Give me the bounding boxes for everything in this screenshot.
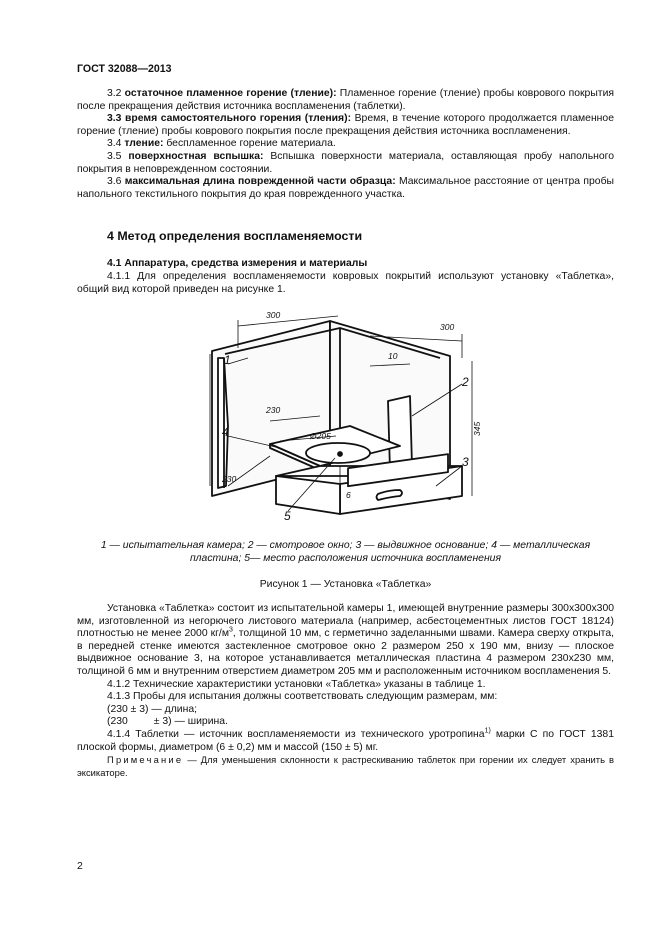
figure-caption: 1 — испытательная камера; 2 — смотровое окно; 3 — выдвижное основание; 4 — металлическая пластина; 5— место расположения источника воспламенения (100, 540, 591, 564)
section-heading: 4 Метод определения воспламеняемости (107, 229, 363, 243)
dim-height: 345 (472, 421, 482, 436)
dim-hole: Ø205 (310, 431, 331, 441)
definition-3-4 (77, 138, 614, 151)
subsection-heading: 4.1 Аппаратура, средства измерения и материалы (107, 258, 368, 269)
def-text: Время, в течение которого продолжается пламенное горение (тление) пробы коврового покрытия после прекращения действия источника воспламенения. (77, 113, 614, 137)
dim-plate-thickness: 6 (346, 490, 351, 500)
paragraph-4-1-1: 4.1.1 Для определения воспламеняемости ковровых покрытий используют установку «Таблетка», общий вид которой приведен на рисунке 1. (77, 271, 614, 295)
def-text: Пламенное горение (тление) пробы коврового покрытия после прекращения действия источника воспламенения (таблетки). (77, 88, 614, 112)
definition-3-2 (77, 88, 614, 113)
definition-3-3 (77, 113, 614, 138)
def-term: поверхностная вспышка: (128, 150, 264, 162)
def-num: 3.3 (107, 113, 122, 125)
sample-length: (230 ± 3) — длина; (107, 703, 198, 715)
callout-2: 2 (462, 375, 469, 389)
def-num: 3.5 (107, 150, 122, 162)
dim-top-left: 300 (266, 310, 281, 320)
paragraph-4-1-2: 4.1.2 Технические характеристики установки «Таблетка» указаны в таблице 1. (107, 678, 486, 690)
ignition-source-marker (338, 452, 342, 456)
figure-apparatus-drawing (200, 306, 490, 526)
sample-width: (230 ± 3) — ширина. (107, 716, 228, 728)
def-term: максимальная длина поврежденной части образца: (124, 176, 396, 188)
def-term: тление: (124, 138, 164, 150)
document-header: ГОСТ 32088—2013 (77, 63, 172, 75)
def-text: беспламенное горение материала. (166, 138, 336, 150)
def-num: 3.2 (107, 88, 122, 99)
note: Примечание — Для уменьшения склонности к растрескиванию таблеток при горении их следует хранить в эксикаторе. (77, 754, 614, 778)
callout-1: 1 (224, 353, 231, 367)
definition-3-6 (77, 176, 614, 201)
figure-title: Рисунок 1 — Установка «Таблетка» (259, 579, 432, 590)
dim-top-right: 300 (440, 322, 455, 332)
def-term: время самостоятельного горения (тления): (125, 113, 352, 125)
dim-plate: 230 (266, 405, 281, 415)
def-text: Максимальное расстояние от центра пробы напольного текстильного покрытия до края поврежденного участка. (77, 176, 614, 200)
paragraph-setup: Установка «Таблетка» состоит из испытательной камеры 1, имеющей внутренние размеры 300x300x300 мм, изготовленной из негорючего листового материала (например, асбестоцементных листов ГОСТ 18124) плотностью не менее 2000 $кг/м^3$, толщиной 10 мм, с герметично заделанными швами. Камера сверху открыта, в передней стенке имеются застекленное смотровое окно 2 размером 250 x 190 мм, внизу — плоское выдвижное основание 3, на которое устанавливается металлическая пластина 4 размером 230x230 мм, толщиной 6 мм и внутренним отверстием диаметром 205 мм и расположенным источником воспламенения 5. (77, 603, 615, 677)
paragraph-4-1-4: 4.1.4 Таблетки — источник воспламеняемости из технического уротропина$^{1)}$ марки С по ГОСТ 1381 плоской формы, диаметром (6 ± 0,2) мм и массой (150 ± 5) мг. (77, 727, 614, 753)
body-text (77, 603, 614, 779)
definitions-block (77, 88, 614, 201)
definition-3-5 (77, 151, 614, 176)
callout-3: 3 (462, 455, 469, 469)
page-number: 2 (77, 861, 83, 872)
def-num: 3.6 (107, 176, 122, 188)
def-text: Вспышка поверхности материала, оставляющая пробу напольного покрытия в неповрежденном состоянии. (77, 150, 615, 175)
callout-4: 4 (222, 425, 229, 439)
def-num: 3.4 (107, 138, 122, 150)
dim-wall: 10 (388, 351, 398, 361)
paragraph-4-1-3: 4.1.3 Пробы для испытания должны соответствовать следующим размерам, мм: (107, 691, 498, 703)
def-term: остаточное пламенное горение (тление): (124, 88, 337, 99)
callout-5: 5 (284, 509, 291, 523)
dim-base: 230 (222, 474, 237, 484)
